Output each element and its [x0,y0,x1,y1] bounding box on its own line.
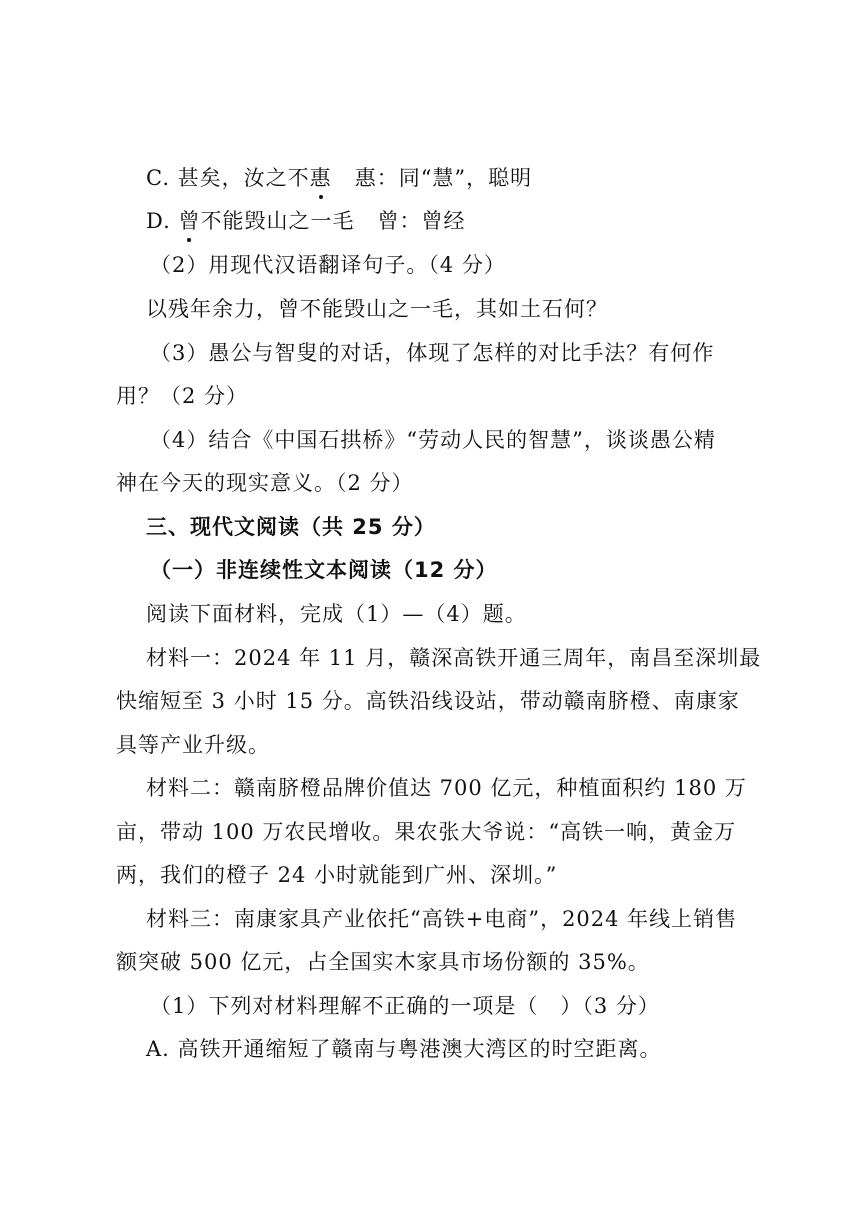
option-c-lead: C. 甚矣，汝之不 [146,166,310,190]
material-2-line-2: 亩，带动 100 万农民增收。果农张大爷说：“高铁一响，黄金万 [116,820,737,844]
material-2-line-1: 材料二：赣南脐橙品牌价值达 700 亿元，种植面积约 180 万 [146,776,747,800]
option-d-dotted-char: 曾 [178,206,200,236]
material-1-line-1: 材料一：2024 年 11 月，赣深高铁开通三周年，南昌至深圳最 [146,646,762,670]
option-c-gloss: 惠：同“慧”，聪明 [331,166,533,190]
material-3-line-1: 材料三：南康家具产业依托“高铁+电商”，2024 年线上销售 [146,907,738,931]
option-d [146,206,760,236]
option-d-lead: D. [146,209,179,233]
material-1-line-2: 快缩短至 3 小时 15 分。高铁沿线设站，带动赣南脐橙、南康家 [116,689,740,713]
option-c [146,163,760,193]
subsection-heading: （一）非连续性文本阅读（12 分） [150,558,498,582]
question-1: （1）下列对材料理解不正确的一项是（ ）（3 分） [150,994,660,1018]
question-4-line-2: 神在今天的现实意义。（2 分） [116,471,414,495]
option-a: A. 高铁开通缩短了赣南与粤港澳大湾区的时空距离。 [146,1037,662,1061]
material-2-line-3: 两，我们的橙子 24 小时就能到广州、深圳。” [116,863,558,887]
option-d-gloss: 不能毁山之一毛 曾：曾经 [200,209,466,233]
section-heading: 三、现代文阅读（共 25 分） [146,515,436,539]
question-4-line-1: （4）结合《中国石拱桥》“劳动人民的智慧”，谈谈愚公精 [150,428,716,452]
question-2-sentence: 以残年余力，曾不能毁山之一毛，其如土石何？ [146,297,608,321]
question-3-line-2: 用？（2 分） [116,384,249,408]
option-c-dotted-char: 惠 [310,163,332,193]
question-2: （2）用现代汉语翻译句子。（4 分） [150,253,506,277]
material-1-line-3: 具等产业升级。 [116,733,270,757]
question-3-line-1: （3）愚公与智叟的对话，体现了怎样的对比手法？有何作 [150,341,715,365]
instruction: 阅读下面材料，完成（1）—（4）题。 [146,602,527,626]
material-3-line-2: 额突破 500 亿元，占全国实木家具市场份额的 35%。 [116,950,650,974]
